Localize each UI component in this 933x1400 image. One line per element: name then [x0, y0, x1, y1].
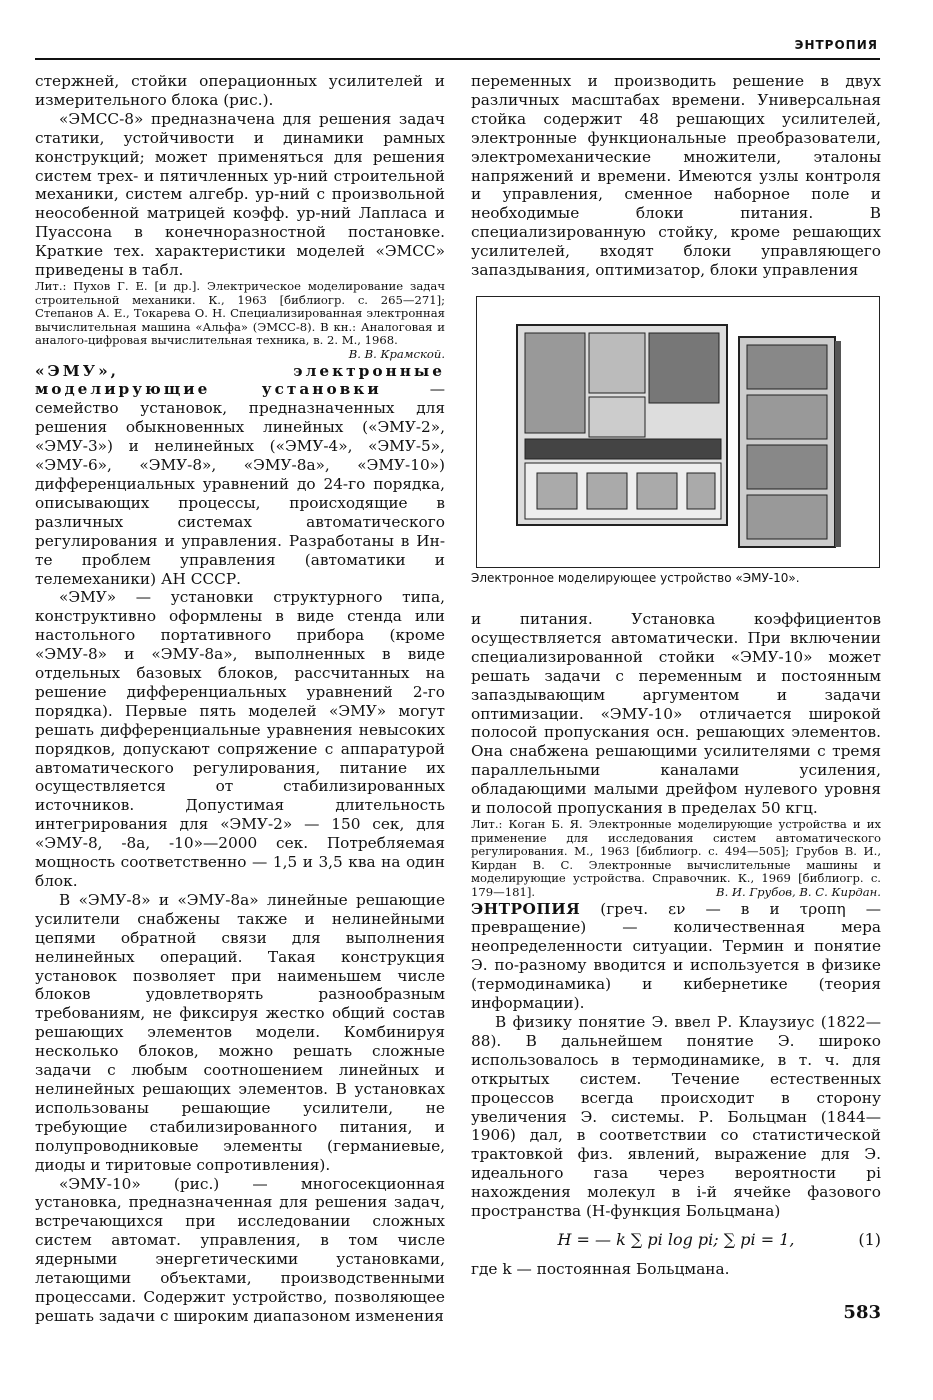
left-paragraph-1: стержней, стойки операционных усилителей и измерительного блока (рис.). [35, 72, 445, 109]
right-paragraph-4: где k — постоянная Больцмана. [471, 1259, 730, 1278]
header-rule [35, 58, 880, 60]
running-header [35, 34, 880, 60]
entropy-term: ЭНТРОПИЯ [471, 899, 581, 918]
left-paragraph-3: «ЭМУ» — установки структурного типа, конструктивно оформлены в виде стенда или настольного портативного прибора (кроме «ЭМУ-8» и «ЭМУ-8а», выполненных в виде отдельных базовых блоков, рассчитанных на решение дифференциальных уравнений 2-го порядка). Первые пять моделей «ЭМУ» могут решать дифференциальные уравнения невысоких порядков, допускают сопряжение с аппаратурой автоматического регулирования, питание их осуществляется от стабилизированных источников. Допустимая длительность интегрирования для «ЭМУ-2» — 150 сек, для «ЭМУ-8, -8а, -10»—2000 сек. Потребляемая мощность соответственно — 1,5 и 3,5 ква на один блок. [35, 588, 445, 890]
emu-term: «ЭМУ», электронные моделирующие установки [35, 361, 445, 399]
author-signature-1: В. В. Крамской. [348, 346, 445, 361]
emu-article [35, 362, 445, 589]
page-number: 583 [843, 1302, 881, 1323]
literature-block-2 [471, 818, 881, 900]
right-column-bottom [471, 610, 881, 1279]
left-column [35, 72, 445, 1326]
entropy-article [471, 900, 881, 1013]
figure-caption: Электронное моделирующее устройство «ЭМУ-10». [471, 571, 800, 585]
left-paragraph-5: «ЭМУ-10» (рис.) — многосекционная установка, предназначенная для решения задач, встречающихся при исследовании сложных систем автомат. управления, в том числе ядерными энергетическими установками, летающими объектами, производственными процессами. Содержит устройство, позволяющее решать задачи с широким диапазоном изменения [35, 1174, 445, 1325]
emu-definition: — семейство установок, предназначенных для решения обыкновенных линейных («ЭМУ-2», «ЭМУ-3») и нелинейных («ЭМУ-4», «ЭМУ-5», «ЭМУ-6», «ЭМУ-8», «ЭМУ-8а», «ЭМУ-10») дифференциальных уравнений до 24-го порядка, описывающих процессы, происходящие в различных системах автоматического регулирования и управления. Разработаны в Ин-те проблем управления (автоматики и телемеханики) АН СССР. [35, 380, 445, 588]
literature-text-2: Лит.: Коган Б. Я. Электронные моделирующие устройства и их применение для исследования систем автоматического регулирования. М., 1963 [библиогр. с. 494—505]; Грубов В. И., Кирдан В. С. Электронные вычислительные машины и моделирующие устройства. Справочник. К., 1969 [библиогр. с. 179—181]. [471, 816, 881, 899]
boltzmann-formula [471, 1231, 881, 1250]
entropy-definition: (греч. εν — в и τροπη — превращение) — количественная мера неопределенности ситуации. Термин и понятие Э. по-разному вводится и используется в физике (термодинамика) и кибернетике (теория информации). [471, 899, 881, 1013]
right-column-top [471, 72, 881, 280]
literature-text-1: Лит.: Пухов Г. Е. [и др.]. Электрическое моделирование задач строительной механики. К., 1963 [библиогр. с. 265—271]; Степанов А. Е., Токарева О. Н. Специализированная электронная вычислительная машина «Альфа» (ЭМСС-8). В кн.: Аналоговая и аналого-цифровая вычислительная техника, в. 2. М., 1968. [35, 278, 445, 348]
left-paragraph-4: В «ЭМУ-8» и «ЭМУ-8а» линейные решающие усилители снабжены также и нелинейными цепями обратной связи для выполнения нелинейных операций. Такая конструкция установок позволяет при наименьшем числе блоков удовлетворять разнообразным требованиям, не фиксируя жестко общий состав решающих элементов модели. Комбинируя несколько блоков, можно решать сложные задачи с любым соотношением линейных и нелинейных решающих элементов. В установках использованы решающие усилители, не требующие стабилизированного питания, и полупроводниковые элементы (германиевые, диоды и тиритовые сопротивления). [35, 890, 445, 1174]
right-paragraph-1: переменных и производить решение в двух различных масштабах времени. Универсальная стойка содержит 48 решающих усилителей, электронные функциональные преобразователи, электромеханические множители, эталоны напряжений и времени. Имеются узлы контроля и управления, сменное наборное поле и необходимые блоки питания. В специализированную стойку, кроме решающих усилителей, входят блоки управляющего запаздывания, оптимизатор, блоки управления [471, 72, 881, 280]
formula-expression: H = — k ∑ pi log pi; ∑ pi = 1, [557, 1229, 795, 1249]
running-header-title: ЭНТРОПИЯ [794, 38, 878, 52]
author-signature-2: В. И. Грубов, В. С. Кирдан. [716, 884, 881, 899]
right-paragraph-2: и питания. Установка коэффициентов осуществляется автоматически. При включении специализированной стойки «ЭМУ-10» может решать задачи с переменным и постоянным запаздывающим аргументом и задачи оптимизации. «ЭМУ-10» отличается широкой полосой пропускания осн. решающих элементов. Она снабжена решающими усилителями с тремя параллельными каналами усиления, обладающими малыми дрейфом нулевого уровня и полосой пропускания в пределах 50 кгц. [471, 610, 881, 818]
formula-number: (1) [858, 1229, 881, 1249]
literature-block-1 [35, 278, 445, 361]
right-paragraph-3: В физику понятие Э. ввел Р. Клаузиус (1822—88). В дальнейшем понятие Э. широко использовалось в термодинамике, в т. ч. для открытых систем. Течение естественных процессов всегда происходит в сторону увеличения Э. системы. Р. Больцман (1844—1906) дал, в соответствии со статистической трактовкой физ. явлений, выражение для Э. идеального газа через вероятности pi нахождения молекул в i-й ячейке фазового пространства (H-функция Больцмана) [471, 1012, 881, 1221]
emu10-illustration [477, 297, 879, 567]
left-paragraph-2: «ЭМСС-8» предназначена для решения задач статики, устойчивости и динамики рамных конструкций; может применяться для решения систем трех- и пятичленных ур-ний строительной механики, систем алгебр. ур-ний с произвольной неособенной матрицей коэфф. ур-ний Лапласа и Пуассона в конечноразностной постановке. Краткие тех. характеристики моделей «ЭМСС» приведены в табл. [35, 109, 445, 280]
emu10-figure [476, 296, 880, 568]
